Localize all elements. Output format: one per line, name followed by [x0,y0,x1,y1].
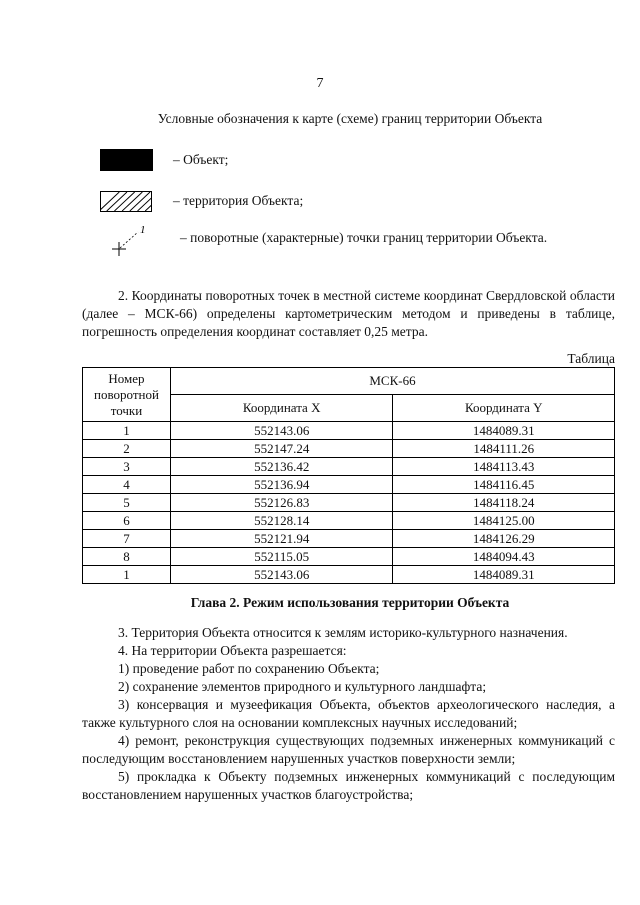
territory-hatch-swatch [100,191,152,212]
table-row: 4 552136.94 1484116.45 [83,476,615,494]
list-item: 2) сохранение элементов природного и культурного ландшафта; [118,679,487,694]
legend-label-territory: – территория Объекта; [173,193,304,208]
header-point-number: Номер поворотной точки [83,368,171,422]
marker-label: 1 [140,224,146,236]
table-row: 1 552143.06 1484089.31 [83,566,615,584]
header-x: Координата X [170,395,393,422]
object-swatch [100,149,153,171]
header-coordinate-system: МСК-66 [170,368,614,395]
legend-label-object: – Объект; [173,152,229,167]
legend-title: Условные обозначения к карте (схеме) границ территории Объекта [157,111,543,126]
coordinates-table [82,367,615,584]
table-row: 3 552136.42 1484113.43 [83,458,615,476]
list-item: 4. На территории Объекта разрешается: [118,643,347,658]
page-number: 7 [316,76,324,91]
turning-point-marker [108,223,152,257]
list-item: 3. Территория Объекта относится к землям историко-культурного назначения. [118,625,568,640]
table-row: 2 552147.24 1484111.26 [83,440,615,458]
list-item: 5) прокладка к Объекту подземных инженерных коммуникаций с последующим восстановлением нарушенных участков благоустройства; [82,769,615,802]
list-item: 3) консервация и музеефикация Объекта, объектов археологического наследия, а также культурного слоя на основании комплексных научных исследований; [82,697,615,730]
header-y: Координата Y [393,395,615,422]
table-row: 6 552128.14 1484125.00 [83,512,615,530]
table-caption: Таблица [567,351,615,366]
permitted-uses-list [82,624,615,804]
table-row: 7 552121.94 1484126.29 [83,530,615,548]
table-row: 1 552143.06 1484089.31 [83,422,615,440]
chapter-title: Глава 2. Режим использования территории Объекта [190,595,510,610]
list-item: 1) проведение работ по сохранению Объекта; [118,661,380,676]
legend-label-points: – поворотные (характерные) точки границ территории Объекта. [180,230,548,245]
table-row: 8 552115.05 1484094.43 [83,548,615,566]
list-item: 4) ремонт, реконструкция существующих подземных инженерных коммуникаций с последующим восстановлением нарушенных участков поверхности земли; [82,733,615,766]
table-row: 5 552126.83 1484118.24 [83,494,615,512]
paragraph-coordinates: 2. Координаты поворотных точек в местной системе координат Свердловской области (далее – МСК-66) определены картометрическим методом и приведены в таблице, погрешность определения координат составляет 0,25 метра. [82,288,615,339]
